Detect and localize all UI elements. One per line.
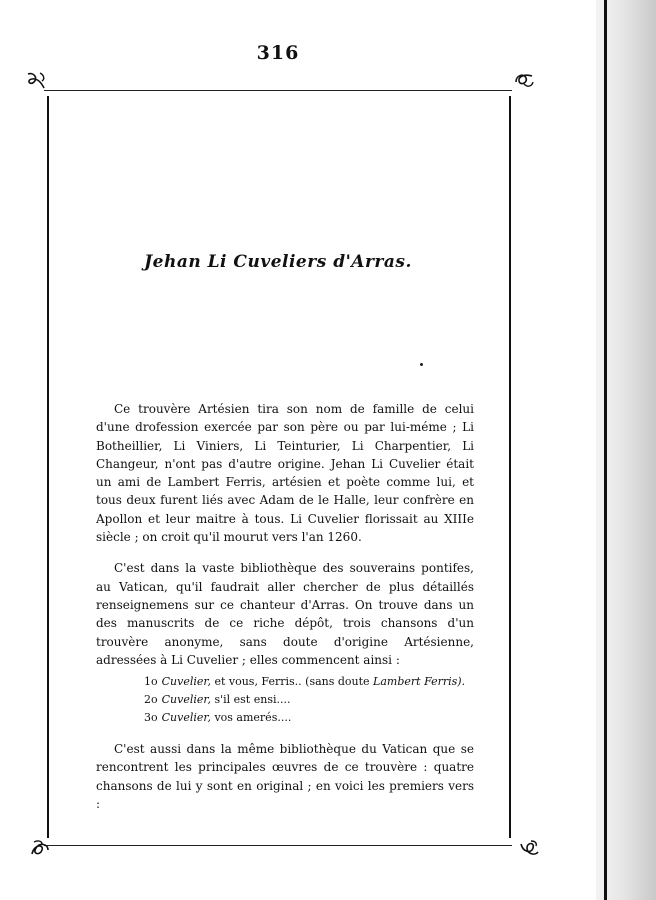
list-item	[144, 691, 474, 709]
list-text: vos amerés....	[210, 711, 292, 725]
list-item	[144, 709, 474, 727]
frame-right-rule	[509, 96, 511, 838]
list-italic: Lambert Ferris).	[373, 675, 466, 689]
list-number: 1o	[144, 675, 158, 689]
body-text	[96, 400, 474, 813]
chapter-title: Jehan Li Cuveliers d'Arras.	[144, 252, 412, 272]
page-number: 316	[256, 42, 300, 64]
list-item	[144, 673, 474, 691]
frame-top-rule	[44, 90, 512, 91]
page-edge-line	[604, 0, 607, 900]
incipit-list	[144, 673, 474, 727]
list-number: 2o	[144, 693, 158, 707]
frame-left-rule	[47, 96, 49, 838]
corner-ornament-icon	[512, 70, 536, 92]
list-italic: Cuvelier,	[161, 693, 211, 707]
stray-dot-mark	[420, 363, 423, 366]
paragraph: C'est dans la vaste bibliothèque des souverains pontifes, au Vatican, qu'il faudrait aller chercher de plus détaillés renseignemens sur ce chanteur d'Arras. On trouve dans un des manuscrits de ce riche dépôt, trois chansons d'un trouvère anonyme, sans doute d'origine Artésienne, adressées à Li Cuvelier ; elles commencent ainsi :	[96, 561, 474, 667]
list-text: s'il est ensi....	[210, 693, 291, 707]
list-number: 3o	[144, 711, 158, 725]
paragraph: C'est aussi dans la même bibliothèque du Vatican que se rencontrent les principales œuvres de ce trouvère : quatre chansons de lui y sont en original ; en voici les premiers vers :	[96, 742, 474, 812]
corner-ornament-icon	[517, 838, 541, 860]
list-text: et vous, Ferris.. (sans doute	[210, 675, 374, 689]
corner-ornament-icon	[28, 838, 52, 860]
list-italic: Cuvelier,	[161, 675, 211, 689]
corner-ornament-icon	[24, 70, 48, 92]
paragraph: Ce trouvère Artésien tira son nom de famille de celui d'une drofession exercée par son père ou par lui-méme ; Li Botheillier, Li Viniers, Li Teinturier, Li Charpentier, Li Changeur, n'ont pas d'autre origine. Jehan Li Cuvelier était un ami de Lambert Ferris, artésien et poète comme lui, et tous deux furent liés avec Adam de le Halle, leur confrère en Apollon et leur maitre à tous. Li Cuvelier florissait au XIIIe siècle ; on croit qu'il mourut vers l'an 1260.	[96, 402, 474, 545]
frame-bottom-rule	[44, 845, 512, 846]
list-italic: Cuvelier,	[161, 711, 211, 725]
